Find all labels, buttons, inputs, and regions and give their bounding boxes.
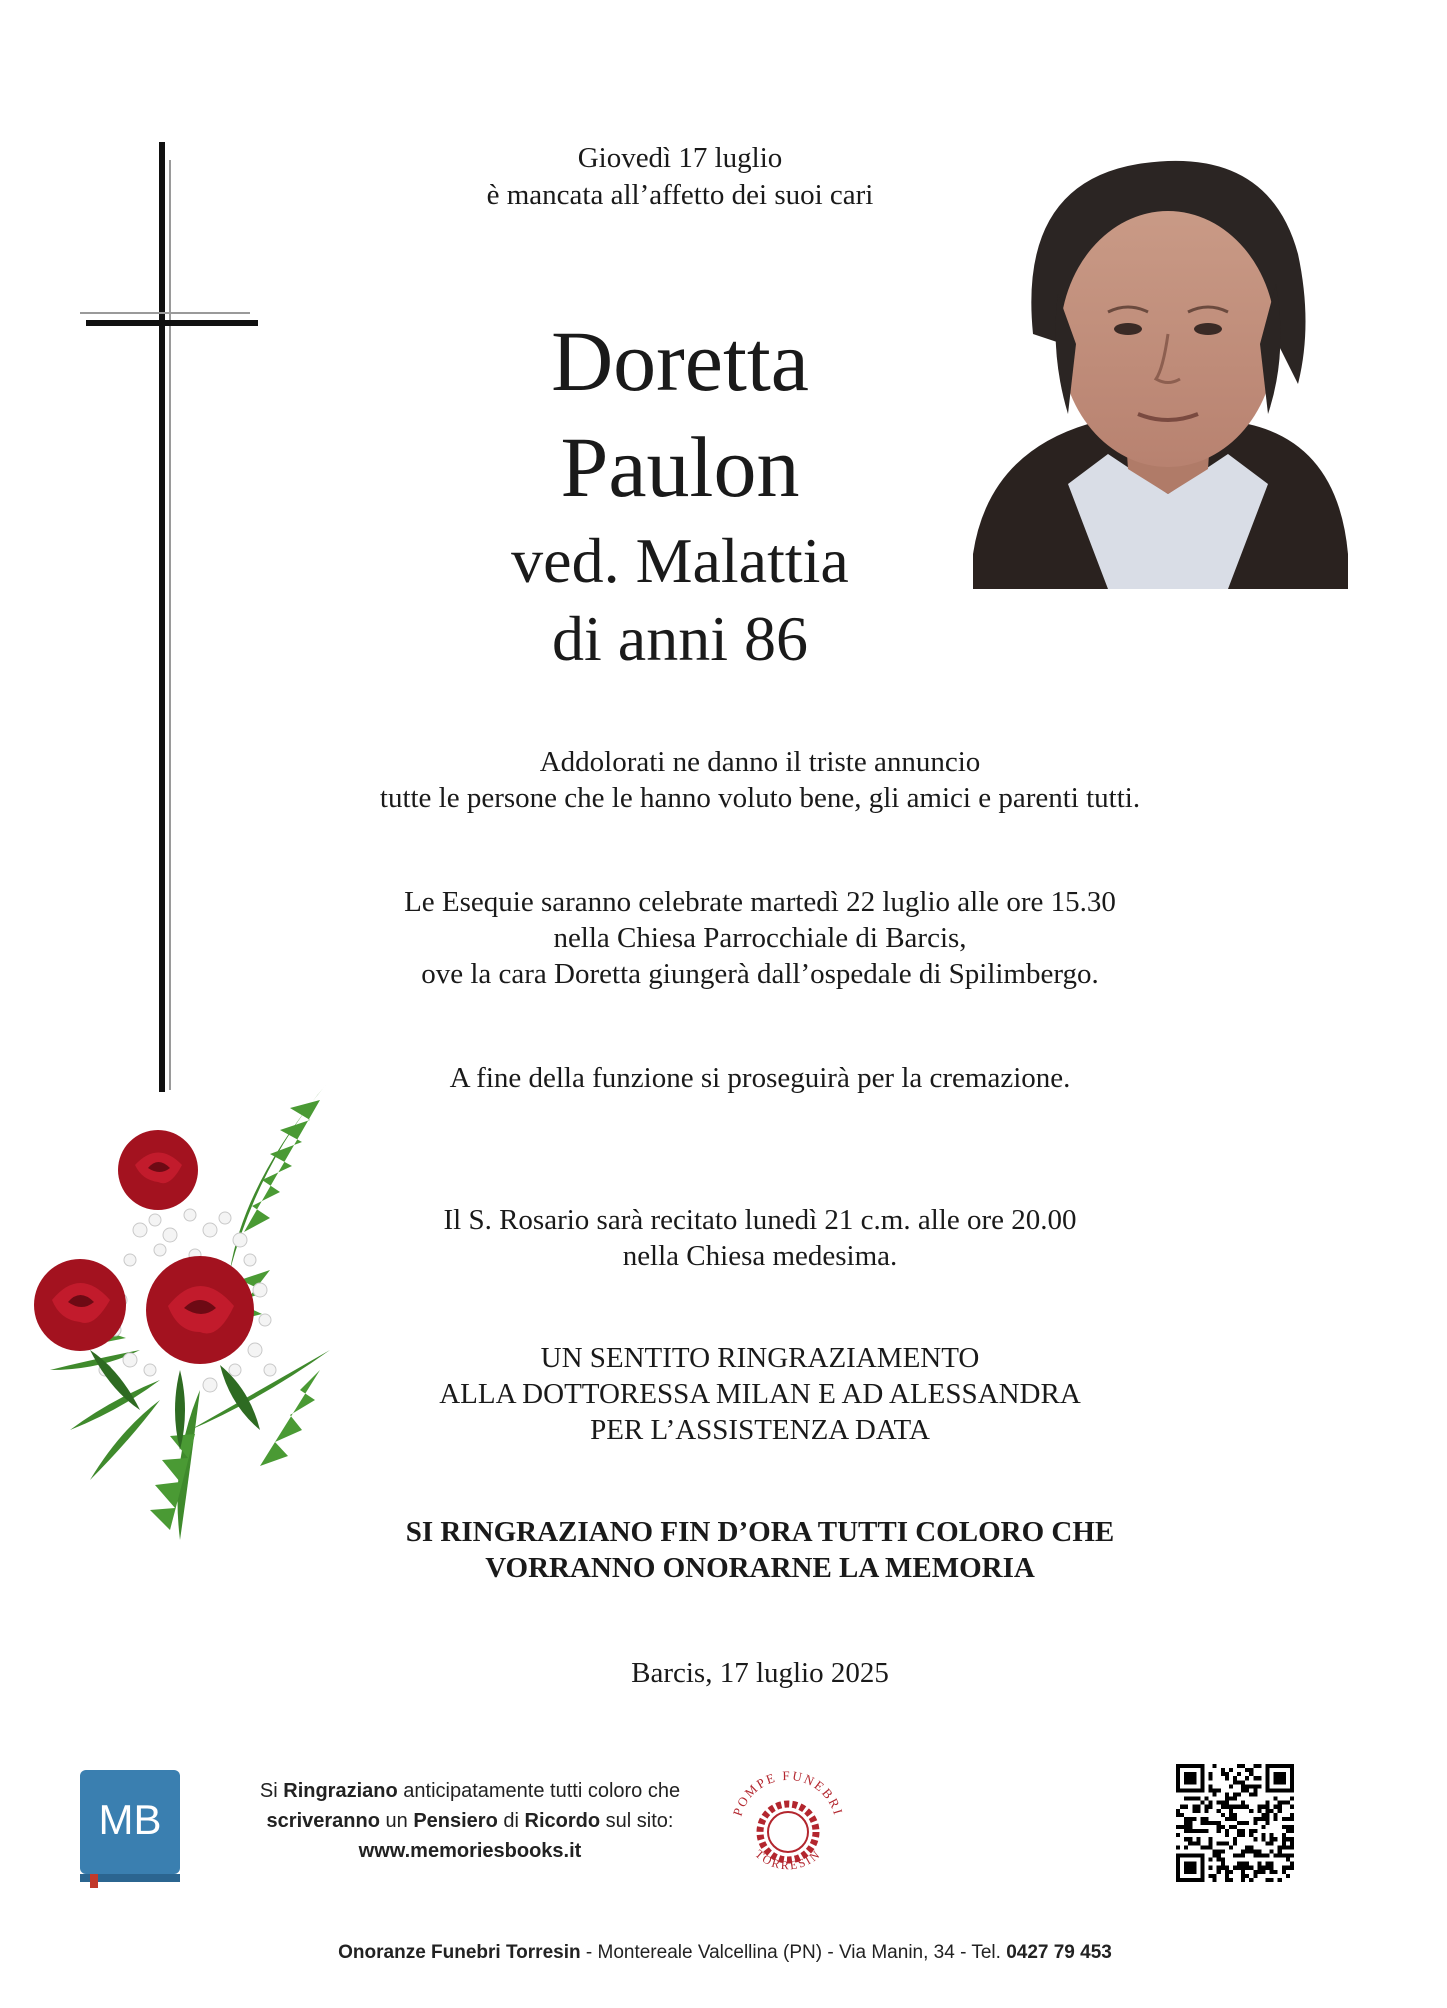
qr-code[interactable] — [1176, 1764, 1294, 1882]
svg-text:TORRESIN — [752, 1847, 823, 1873]
thanks-line-2: ALLA DOTTORESSA MILAN E AD ALESSANDRA — [439, 1378, 1081, 1410]
cross-horizontal-shadow — [80, 312, 250, 314]
company-name: Onoranze Funebri Torresin — [338, 1942, 581, 1963]
memoriesbooks-logo — [80, 1770, 180, 1888]
portrait-photo — [968, 124, 1360, 589]
closing-line-1: SI RINGRAZIANO FIN D’ORA TUTTI COLORO CHE — [405, 1516, 1115, 1548]
first-name: Doretta — [551, 313, 809, 409]
svg-text:POMPE FUNEBRI — [730, 1768, 847, 1818]
announcement-line-2: tutte le persone che le hanno voluto bene, gli amici e parenti tutti. — [379, 782, 1141, 814]
place-date: Barcis, 17 luglio 2025 — [631, 1657, 889, 1689]
company-phone: 0427 79 453 — [1006, 1942, 1112, 1963]
seal-top-text: POMPE FUNEBRI — [729, 1767, 847, 1818]
funeral-info — [260, 884, 1260, 992]
cross-vertical-shadow — [169, 160, 171, 1090]
cremation-info: A fine della funzione si proseguirà per la cremazione. — [449, 1062, 1071, 1094]
cross-vertical-bar — [159, 142, 165, 1092]
funeral-line-3: ove la cara Doretta giungerà dall’ospedale di Spilimbergo. — [421, 958, 1099, 990]
memories-url[interactable]: www.memoriesbooks.it — [358, 1840, 582, 1862]
memories-line-1: Si Ringraziano anticipatamente tutti coloro che — [259, 1780, 681, 1802]
thanks-line-1: UN SENTITO RINGRAZIAMENTO — [540, 1342, 980, 1374]
intro-date: Giovedì 17 luglio — [577, 142, 783, 174]
memories-message — [220, 1776, 720, 1866]
intro-phrase: è mancata all’affetto dei suoi cari — [486, 179, 874, 211]
mb-logo-text: MB — [98, 1796, 162, 1843]
rosary-line-2: nella Chiesa medesima. — [622, 1240, 898, 1272]
deceased-details — [400, 522, 960, 678]
pompe-funebri-seal — [718, 1750, 858, 1890]
funeral-home-contact — [180, 1940, 1270, 1966]
intro-text — [420, 140, 940, 214]
widow-of: ved. Malattia — [511, 525, 849, 596]
closing-note — [260, 1514, 1260, 1586]
funeral-line-2: nella Chiesa Parrocchiale di Barcis, — [553, 922, 967, 954]
company-address: - Montereale Valcellina (PN) - Via Manin, 34 - Tel. — [580, 1942, 1007, 1963]
rosary-line-1: Il S. Rosario sarà recitato lunedì 21 c.m. alle ore 20.00 — [443, 1204, 1077, 1236]
memories-line-2: scriveranno un Pensiero di Ricordo sul sito: — [266, 1810, 674, 1832]
last-name: Paulon — [560, 419, 800, 515]
funeral-line-1: Le Esequie saranno celebrate martedì 22 luglio alle ore 15.30 — [404, 886, 1116, 918]
closing-line-2: VORRANNO ONORARNE LA MEMORIA — [485, 1552, 1035, 1584]
thanks-note — [260, 1340, 1260, 1448]
thanks-line-3: PER L’ASSISTENZA DATA — [590, 1414, 930, 1446]
seal-bottom-text: TORRESIN — [752, 1846, 824, 1873]
rosary-info — [260, 1202, 1260, 1274]
announcement — [260, 744, 1260, 816]
announcement-line-1: Addolorati ne danno il triste annuncio — [539, 746, 981, 778]
deceased-name — [400, 308, 960, 520]
roses-bouquet-image — [30, 1070, 340, 1550]
age: di anni 86 — [552, 603, 808, 674]
cross-horizontal-bar — [86, 320, 258, 326]
